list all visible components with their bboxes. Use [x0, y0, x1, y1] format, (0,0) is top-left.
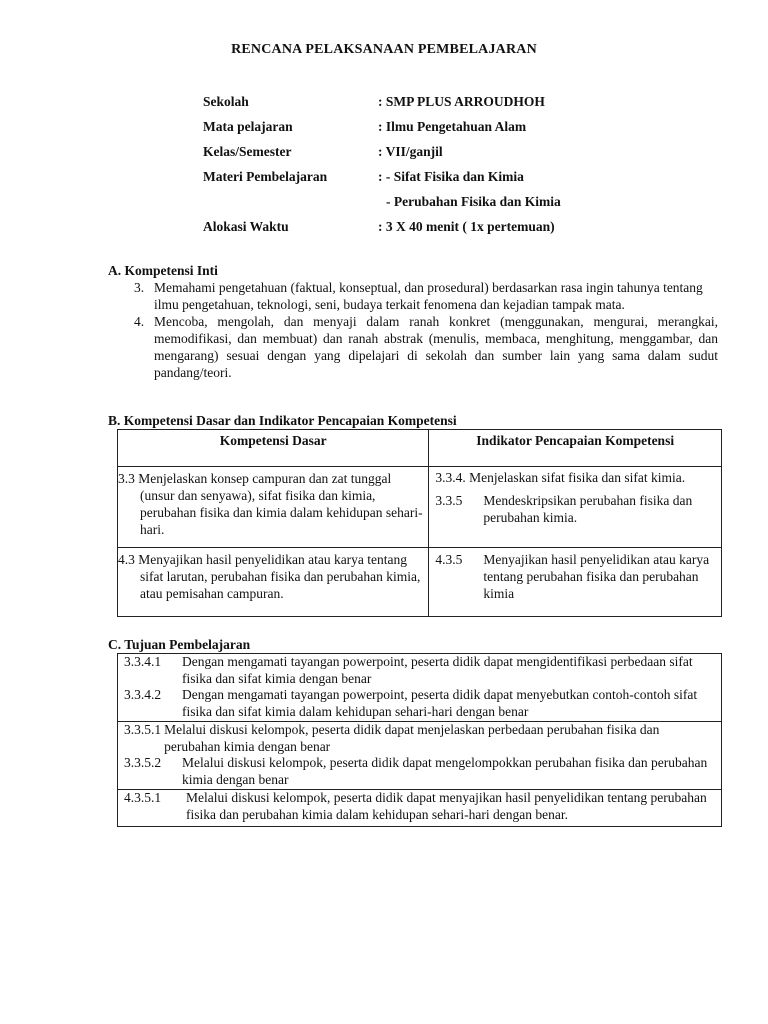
section-c-heading: C. Tujuan Pembelajaran	[108, 637, 251, 652]
info-value-material-1: : - Sifat Fisika dan Kimia	[378, 169, 524, 184]
indicator-code: 3.3.5	[435, 493, 463, 508]
objective-cell	[118, 654, 722, 722]
ki-item-number: 3.	[134, 280, 145, 295]
table-row	[118, 722, 722, 790]
objective-code: 3.3.4.2	[124, 687, 162, 702]
col-header-indicator: Indikator Pencapaian Kompetensi	[429, 430, 722, 467]
objective-text: Melalui diskusi kelompok, peserta didik dapat mengelompokkan perubahan fisika dan perubahan kimia dengan benar	[182, 755, 708, 787]
objective-item	[124, 755, 717, 788]
objective-item	[124, 654, 717, 687]
objective-text: Melalui diskusi kelompok, peserta didik dapat menjelaskan perbedaan perubahan fisika dan perubahan kimia dengan benar	[164, 722, 660, 754]
learning-objectives-table	[117, 653, 722, 827]
objective-code: 3.3.4.1	[124, 654, 162, 669]
info-label-school: Sekolah	[203, 94, 249, 109]
info-row-material-2	[386, 194, 561, 210]
objective-cell	[118, 790, 722, 827]
objective-code: 3.3.5.2	[124, 755, 162, 770]
section-a-heading: A. Kompetensi Inti	[108, 263, 218, 278]
kd-text: 4.3 Menyajikan hasil penyelidikan atau karya tentang sifat larutan, perubahan fisika dan perubahan kimia, atau pemisahan campuran.	[118, 552, 421, 601]
objective-cell	[118, 722, 722, 790]
objective-item	[124, 722, 717, 755]
info-row-time	[203, 219, 555, 235]
objective-code: 4.3.5.1	[124, 790, 162, 805]
objective-text: Melalui diskusi kelompok, peserta didik dapat menyajikan hasil penyelidikan tentang perubahan fisika dan perubahan kimia dalam kehidupan sehari-hari dengan benar.	[186, 790, 707, 822]
ki-list	[134, 279, 718, 381]
info-row-subject	[203, 119, 526, 135]
info-row-class	[203, 144, 443, 160]
kd-cell	[118, 548, 429, 617]
info-row-school	[203, 94, 545, 110]
kd-cell	[118, 467, 429, 548]
table-row	[118, 548, 722, 617]
info-label-class: Kelas/Semester	[203, 144, 292, 159]
document-title: RENCANA PELAKSANAAN PEMBELAJARAN	[231, 42, 537, 57]
info-row-material	[203, 169, 524, 185]
objective-text: Dengan mengamati tayangan powerpoint, peserta didik dapat menyebutkan contoh-contoh sifat fisika dan sifat kimia dalam kehidupan sehari-hari dengan benar	[182, 687, 698, 719]
indicator-item	[429, 548, 721, 604]
objective-item	[124, 790, 717, 823]
kd-indicator-table	[117, 429, 722, 617]
indicator-code: 4.3.5	[435, 552, 463, 567]
indicator-item	[429, 467, 721, 490]
info-value-class: : VII/ganjil	[378, 144, 443, 159]
indicator-cell	[429, 467, 722, 548]
objective-item	[124, 687, 717, 720]
info-label-subject: Mata pelajaran	[203, 119, 293, 134]
objective-text: Dengan mengamati tayangan powerpoint, peserta didik dapat mengidentifikasi perbedaan sifat fisika dan sifat kimia dengan benar	[182, 654, 693, 686]
ki-item	[134, 313, 718, 381]
kd-text: 3.3 Menjelaskan konsep campuran dan zat tunggal (unsur dan senyawa), sifat fisika dan kimia, perubahan fisika dan kimia dalam kehidupan sehari-hari.	[118, 471, 423, 537]
objective-code: 3.3.5.1	[124, 722, 162, 737]
info-value-school: : SMP PLUS ARROUDHOH	[378, 94, 545, 109]
ki-item-text: Memahami pengetahuan (faktual, konseptual, dan prosedural) berdasarkan rasa ingin tahunya tentang ilmu pengetahuan, teknologi, seni, budaya terkait fenomena dan kejadian tampak mata.	[154, 280, 703, 312]
ki-item-text: Mencoba, mengolah, dan menyaji dalam ranah konkret (menggunakan, mengurai, merangkai, memodifikasi, dan membuat) dan ranah abstrak (menulis, membaca, menghitung, menggambar, dan mengarang) sesuai dengan yang dipelajari di sekolah dan sumber lain yang sama dalam sudut pandang/teori.	[154, 314, 718, 380]
section-b-heading: B. Kompetensi Dasar dan Indikator Pencapaian Kompetensi	[108, 413, 457, 428]
ki-item-number: 4.	[134, 314, 145, 329]
indicator-item	[429, 490, 721, 528]
indicator-text: Menyajikan hasil penyelidikan atau karya tentang perubahan fisika dan perubahan kimia	[483, 552, 710, 601]
indicator-text: Menjelaskan sifat fisika dan sifat kimia.	[469, 470, 686, 485]
table-row	[118, 790, 722, 827]
info-value-time: : 3 X 40 menit ( 1x pertemuan)	[378, 219, 555, 234]
info-label-time: Alokasi Waktu	[203, 219, 289, 234]
table-header-row	[118, 430, 722, 467]
info-value-subject: : Ilmu Pengetahuan Alam	[378, 119, 527, 134]
indicator-text: Mendeskripsikan perubahan fisika dan perubahan kimia.	[483, 493, 693, 525]
indicator-cell	[429, 548, 722, 617]
indicator-code: 3.3.4.	[435, 470, 466, 485]
table-row	[118, 467, 722, 548]
info-value-material-2: - Perubahan Fisika dan Kimia	[386, 194, 561, 209]
ki-item	[134, 279, 718, 313]
info-label-material: Materi Pembelajaran	[203, 169, 328, 184]
col-header-kd: Kompetensi Dasar	[118, 430, 429, 467]
table-row	[118, 654, 722, 722]
